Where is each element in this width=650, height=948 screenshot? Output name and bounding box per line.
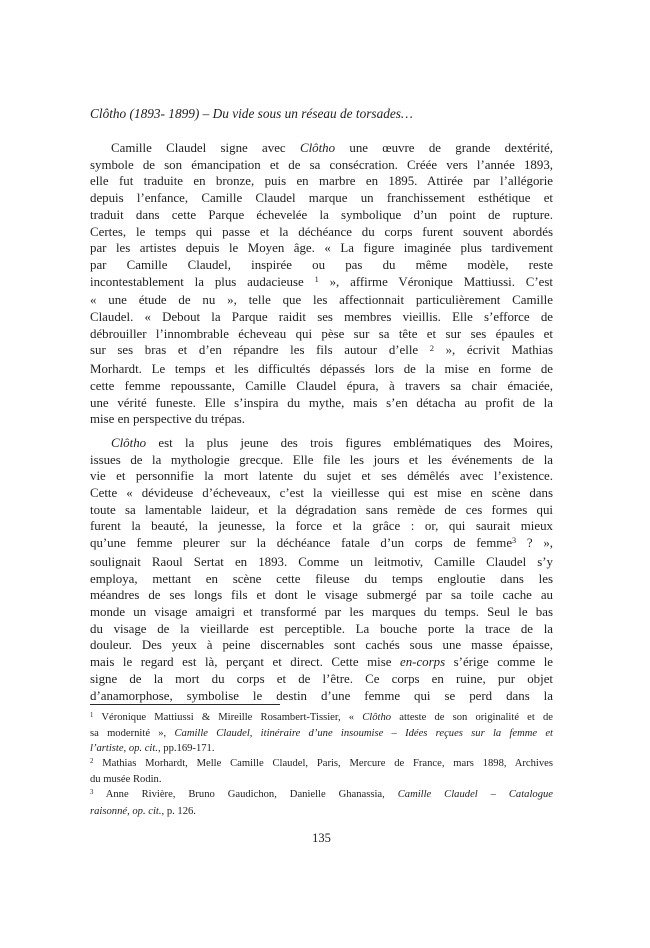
footnote-ref: 1 [314, 274, 319, 284]
text-segment: Clôtho [362, 712, 392, 723]
text-segment: vie et personnifie la mort latente du sujet et ses démêlés avec l’existence. [90, 469, 553, 484]
text-segment: sur ses bras et d’en répandre les fils autour d’elle [90, 343, 430, 358]
text-segment: employa, mettant en scène cette fileuse du temps engloutie dans les [90, 571, 553, 586]
body-line [90, 621, 553, 638]
footnote-ref: 3 [512, 536, 517, 546]
body-line [90, 468, 553, 485]
text-segment: », écrivit Mathias [433, 343, 553, 358]
body-line [90, 688, 553, 705]
page-number: 135 [312, 831, 331, 845]
text-segment: l’artiste, op. cit. [90, 743, 158, 755]
text-segment: en-corps [400, 655, 446, 670]
body-line [90, 637, 553, 654]
footnote-line [90, 741, 553, 756]
text-segment: raisonné, op. cit. [90, 805, 162, 817]
text-segment: symbole de son émancipation et de sa consécration. Créée vers l’année 1893, [90, 157, 553, 172]
footnotes [90, 710, 553, 819]
text-segment: traduit dans cette Parque échevelée la symbolique d’un point de rupture. [90, 207, 553, 222]
body-line [90, 342, 553, 361]
body-line [90, 671, 553, 688]
text-segment: mais le regard est là, perçant et direct. Cette mise [90, 655, 400, 670]
body-line [90, 502, 553, 519]
text-segment: douleur. Des yeux à peine discernables sont cachés sous une masse épaisse, [90, 638, 553, 653]
text-segment: Véronique Mattiussi & Mireille Rosambert-Tissier, « [93, 712, 363, 723]
text-segment: du musée Rodin. [90, 774, 162, 786]
body-line [90, 157, 553, 174]
footnote-line [90, 710, 553, 726]
footnote [90, 756, 553, 787]
section-heading: Clôtho (1893- 1899) – Du vide sous un réseau de torsades… [90, 106, 413, 121]
text-segment: Camille Claudel – Catalogue [397, 789, 553, 801]
footnote [90, 710, 553, 756]
body-line [90, 485, 553, 502]
text-segment: est la plus jeune des trois figures emblématiques des Moires, [146, 435, 553, 450]
footnote-line [90, 772, 553, 787]
body-line [90, 224, 553, 241]
body-line [90, 554, 553, 571]
text-segment: une œuvre de grande dextérité, [335, 141, 553, 155]
text-segment: Morhardt. Le temps et les difficultés dépassés lors de la mise en forme de [90, 362, 553, 377]
text-segment: soulignait Raoul Sertat en 1893. Comme un leitmotiv, Camille Claudel s’y [90, 554, 553, 569]
body-line [90, 309, 553, 326]
text-segment: du visage de la vieillarde est perceptible. La bouche porte la trace de la [90, 621, 553, 636]
text-segment: Clôtho [299, 141, 336, 155]
footnote-line [90, 756, 553, 772]
text-segment: elle fut traduite en bronze, puis en marbre en 1895. Attirée par l’allégorie [90, 174, 553, 189]
text-segment: Mathias Morhardt, Melle Camille Claudel, Paris, Mercure de France, mars 1898, Archives [93, 758, 553, 770]
body-line [90, 173, 553, 190]
footnote-line [90, 787, 553, 803]
body-line [90, 190, 553, 207]
footnote-ref: 2 [429, 343, 434, 353]
footnote [90, 787, 553, 818]
body-text [90, 140, 553, 704]
body-line [90, 411, 553, 428]
text-segment: depuis l’enfance, Camille Claudel marque un franchissement esthétique et [90, 191, 553, 206]
text-segment: « une étude de nu », telle que les affectionnait particulièrement Camille [90, 293, 553, 308]
text-segment: Anne Rivière, Bruno Gaudichon, Danielle Ghanassia, [93, 789, 398, 801]
paragraph [90, 140, 553, 428]
body-line [90, 435, 553, 452]
body-line [90, 604, 553, 621]
text-segment: méandres de ses longs fils et dont le visage submergé par sa toile cache au [90, 588, 553, 603]
body-line [90, 654, 553, 671]
body-line [90, 518, 553, 535]
text-segment: Cette « dévideuse d’écheveaux, c’est la vieillesse qui est mise en scène dans [90, 486, 553, 501]
text-segment: furent la beauté, la jeunesse, la force et la grâce : or, qui saurait mieux [90, 519, 553, 534]
footnote-line [90, 804, 553, 819]
footnote-ref: 1 [90, 711, 94, 719]
body-line [90, 395, 553, 412]
text-segment: Certes, le temps qui passe et la déchéance du corps furent souvent abordés [90, 224, 553, 239]
footnote-separator [90, 704, 280, 705]
body-line [90, 452, 553, 469]
text-segment: atteste de son originalité et de [391, 712, 553, 723]
body-line [90, 361, 553, 378]
text-segment: par les artistes depuis le Moyen âge. « La figure imaginée plus tardivement [90, 241, 553, 256]
body-line [90, 378, 553, 395]
footnote-line [90, 726, 553, 741]
text-segment: », affirme Véronique Mattiussi. C’est [318, 274, 553, 289]
body-line [90, 571, 553, 588]
text-segment: débrouiller l’innombrable écheveau qui pèse sur sa tête et sur ses épaules et [90, 326, 553, 341]
text-segment: Claudel. « Debout la Parque raidit ses membres vieillis. Elle s’efforce de [90, 310, 553, 325]
text-segment: incontestablement la plus audacieuse [90, 274, 315, 289]
text-segment: Clôtho [111, 435, 147, 450]
text-segment: cette femme repoussante, Camille Claudel épura, à travers sa chair émaciée, [90, 378, 553, 393]
text-segment: sa modernité », [90, 728, 175, 740]
body-line [90, 326, 553, 343]
text-segment: , pp.169-171. [157, 743, 215, 755]
body-line [90, 140, 553, 157]
text-segment: toute sa lamentable laideur, et la dégradation sans remède de ces formes qui [90, 502, 553, 517]
text-segment: signe de la mort du corps et de l’être. Ce corps en ruine, pur objet [90, 671, 553, 686]
text-segment: ? », [516, 536, 553, 551]
body-line [90, 257, 553, 274]
body-line [90, 292, 553, 309]
body-line [90, 274, 553, 293]
body-line [90, 535, 553, 554]
text-segment: une vérité funeste. Elle s’inspira du mythe, mais s’en détacha au profit de la [90, 395, 553, 410]
text-segment: , p. 126. [161, 805, 196, 817]
text-segment: d’anamorphose, symbolise le destin d’une femme qui se perd dans la [90, 688, 553, 703]
text-segment: qu’une femme pleurer sur la déchéance fatale d’un corps de femme [90, 536, 513, 551]
body-line [90, 587, 553, 604]
text-segment: par Camille Claudel, inspirée ou pas du même modèle, reste [90, 257, 553, 272]
text-segment: Camille Claudel, itinéraire d’une insoumise – Idées reçues sur la femme et [174, 728, 553, 740]
text-segment: issues de la mythologie grecque. Elle file les jours et les événements de la [90, 452, 553, 467]
text-segment: s’érige comme le [445, 655, 553, 670]
footnote-ref: 2 [90, 758, 94, 766]
footnote-ref: 3 [90, 789, 94, 797]
text-segment: mise en perspective du trépas. [90, 412, 245, 427]
body-line [90, 240, 553, 257]
paragraph [90, 435, 553, 704]
text-segment: Camille Claudel signe avec [111, 141, 300, 155]
text-segment: monde un visage amaigri et transformé par les marques du temps. Seul le bas [90, 604, 553, 619]
body-line [90, 207, 553, 224]
